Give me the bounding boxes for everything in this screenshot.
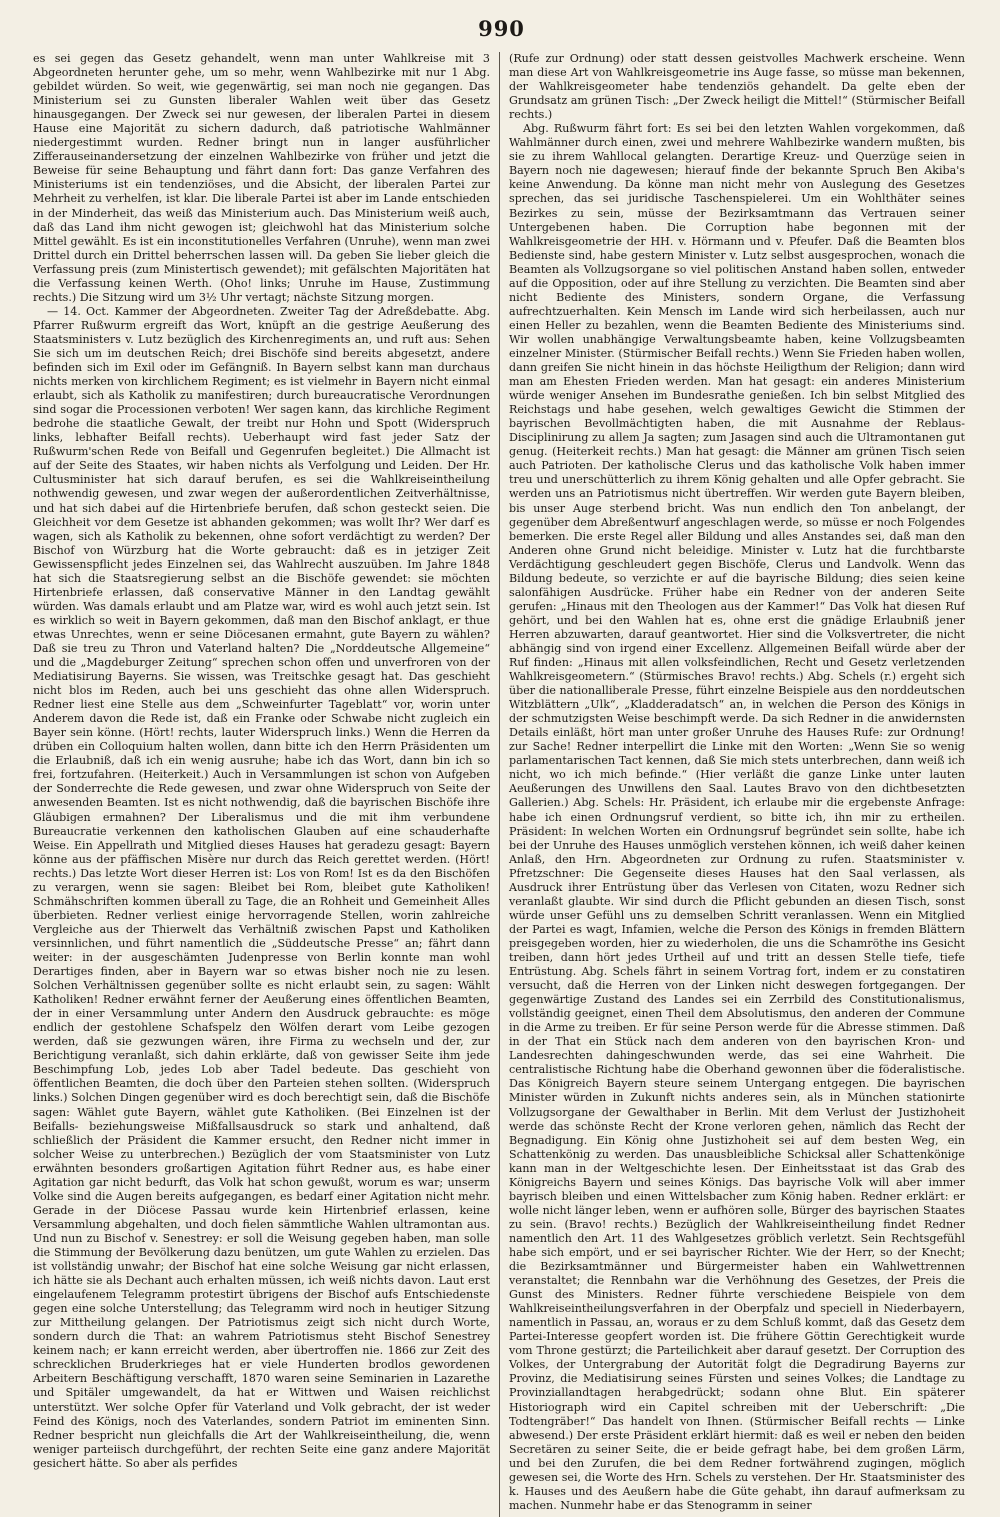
text-columns (33, 52, 970, 1517)
left-paragraph: — 14. Oct. Kammer der Abgeordneten. Zweiter Tag der Adreßdebatte. Abg. Pfarrer Rußwurm ergreift das Wort, knüpft an die gestrige Aeußerung des Staatsministers v. Lutz bezüglich des Kirchenregiments an, und ruft aus: Sehen Sie sich um im deutschen Reich; drei Bischöfe sind bereits abgesetzt, andere befinden sich im Exil oder im Gefängniß. In Bayern selbst kann man durchaus nichts merken von kirchlichem Regiment; es ist vielmehr in Bayern nicht einmal erlaubt, sich als Katholik zu manifestiren; durch bureaucratische Verordnungen sind sogar die Processionen verboten! Wer sagen kann, das kirchliche Regiment bedrohe die staatliche Gewalt, der treibt nur Hohn und Spott (Widerspruch links, lebhafter Beifall rechts). Ueberhaupt wird fast jeder Satz der Rußwurm'schen Rede von Beifall und Gegenrufen begleitet.) Die Allmacht ist auf der Seite des Staates, wir haben nichts als Verfolgung und Leiden. Der Hr. Cultusminister hat sich darauf berufen, es sei die Wahlkreiseintheilung nothwendig gewesen, und zwar wegen der außerordentlichen Zeitverhältnisse, und hat sich dabei auf die Hirtenbriefe berufen, daß schon gesteckt seien. Die Gleichheit vor dem Gesetze ist abhanden gekommen; was wollt Ihr? Wer darf es wagen, sich als Katholik zu bekennen, ohne sofort verdächtigt zu werden? Der Bischof von Würzburg hat die Worte gebraucht: daß es in jetziger Zeit Gewissenspflicht jedes Einzelnen sei, das Wahlrecht auszuüben. Im Jahre 1848 hat sich die Staatsregierung selbst an die Bischöfe gewendet: sie möchten Hirtenbriefe erlassen, daß conservative Männer in den Landtag gewählt würden. Was damals erlaubt und am Platze war, wird es wohl auch jetzt sein. Ist es wirklich so weit in Bayern gekommen, daß man den Bischof anklagt, er thue etwas Unrechtes, wenn er seine Diöcesanen ermahnt, gute Bayern zu wählen? Daß sie treu zu Thron und Vaterland halten? Die „Norddeutsche Allgemeine“ und die „Magdeburger Zeitung“ sprechen schon offen und unverfroren von der Mediatisirung Bayerns. Sie wissen, was Treitschke gesagt hat. Das geschieht nicht blos im Reden, auch bei uns geschieht das ohne allen Widerspruch. Redner liest eine Stelle aus dem „Schweinfurter Tageblatt“ vor, worin unter Anderem davon die Rede ist, daß ein Franke oder Schwabe nicht zugleich ein Bayer sein könne. (Hört! rechts, lauter Widerspruch links.) Wenn die Herren da drüben ein Colloquium halten wollen, dann bitte ich den Herrn Präsidenten um die Erlaubniß, daß ich ein wenig ausruhe; habe ich das Wort, dann bin ich so frei, fortzufahren. (Heiterkeit.) Auch in Versammlungen ist schon von Aufgeben der Sonderrechte die Rede gewesen, und zwar ohne Widerspruch von Seite der anwesenden Beamten. Ist es nicht nothwendig, daß die bayrischen Bischöfe ihre Gläubigen ermahnen? Der Liberalismus und die mit ihm verbundene Bureaucratie verkennen den katholischen Glauben auf eine schauderhafte Weise. Ein Appellrath und Mitglied dieses Hauses hat geradezu gesagt: Bayern könne aus der pfäffischen Misère nur durch das Reich gerettet werden. (Hört! rechts.) Das letzte Wort dieser Herren ist: Los von Rom! Ist es da den Bischöfen zu verargen, wenn sie sagen: Bleibet bei Rom, bleibet gute Katholiken! Schmähschriften kommen überall zu Tage, die an Rohheit und Gemeinheit Alles überbieten. Redner verliest einige hervorragende Stellen, worin zahlreiche Vergleiche aus der Thierwelt das Verhältniß zwischen Papst und Katholiken versinnlichen, und führt namentlich die „Süddeutsche Presse“ an; fährt dann weiter: in der ausgeschämten Judenpresse von Berlin konnte man wohl Derartiges finden, aber in Bayern war so etwas bisher noch nie zu lesen. Solchen Verhältnissen gegenüber sollte es nicht erlaubt sein, zu sagen: Wählt Katholiken! Redner erwähnt ferner der Aeußerung eines öffentlichen Beamten, der in einer Versammlung unter Andern den Ausdruck gebrauchte: es möge endlich der gestohlene Schafspelz den Wölfen derart vom Leibe gezogen werden, daß sie gezwungen wären, ihre Firma zu wechseln und der, zur Berichtigung veranlaßt, sich dahin erklärte, daß von gewisser Seite ihm jede Beschimpfung Lob, jedes Lob aber Tadel bedeute. Das geschieht von öffentlichen Beamten, die doch über den Parteien stehen sollten. (Widerspruch links.) Solchen Dingen gegenüber wird es doch berechtigt sein, daß die Bischöfe sagen: Wählet gute Bayern, wählet gute Katholiken. (Bei Einzelnen ist der Beifalls- beziehungsweise Mißfallsausdruck so stark und anhaltend, daß schließlich der Präsident die Kammer ersucht, den Redner nicht immer in solcher Weise zu unterbrechen.) Bezüglich der vom Staatsminister von Lutz erwähnten besonders großartigen Agitation führt Redner aus, es habe einer Agitation gar nicht bedurft, das Volk hat schon gewußt, worum es war; unserm Volke sind die Augen bereits aufgegangen, es bedarf einer Agitation nicht mehr. Gerade in der Diöcese Passau wurde kein Hirtenbrief erlassen, keine Versammlung abgehalten, und doch fielen sämmtliche Wahlen ultramontan aus. Und nun zu Bischof v. Senestrey: er soll die Weisung gegeben haben, man solle die Stimmung der Bevölkerung dazu benützen, um gute Wahlen zu erzielen. Das ist vollständig unwahr; der Bischof hat eine solche Weisung gar nicht erlassen, ich hätte sie als Dechant auch erhalten müssen, ich weiß nichts davon. Laut erst eingelaufenem Telegramm protestirt übrigens der Bischof aufs Entschiedenste gegen eine solche Unterstellung; das Telegramm wird noch in heutiger Sitzung zur Mittheilung gelangen. Der Patriotismus zeigt sich nicht durch Worte, sondern durch die That: an wahrem Patriotismus steht Bischof Senestrey keinem nach; er kann erreicht werden, aber übertroffen nie. 1866 zur Zeit des schrecklichen Bruderkrieges hat er viele Hunderten brodlos gewordenen Arbeitern Beschäftigung verschafft, 1870 waren seine Seminarien in Lazarethe und Spitäler umgewandelt, da hat er Wittwen und Waisen reichlichst unterstützt. Wer solche Opfer für Vaterland und Volk gebracht, der ist weder Feind des Königs, noch des Vaterlandes, sondern Patriot im eminenten Sinn. Redner bespricht nun gleichfalls die Art der Wahlkreiseintheilung, die, wenn weniger parteiisch durchgeführt, der rechten Seite eine ganz andere Majorität gesichert hätte. So aber als perfides (33, 304, 490, 1470)
page-number: 990 (478, 16, 525, 41)
right-paragraph: Abg. Rußwurm fährt fort: Es sei bei den letzten Wahlen vorgekommen, daß Wahlmänner durch einen, zwei und mehrere Wahlbezirke wandern mußten, bis sie zu ihrem Wahllocal gelangten. Derartige Kreuz- und Querzüge seien in Bayern noch nie dagewesen; hierauf finde der bekannte Spruch Ben Akiba's keine Anwendung. Da könne man nicht mehr von Auslegung des Gesetzes sprechen, das sei juridische Taschenspielerei. Um ein Wohlthäter seines Bezirkes zu sein, müsse der Bezirksamtmann das Vertrauen seiner Untergebenen haben. Die Corruption habe begonnen mit der Wahlkreisgeometrie der HH. v. Hörmann und v. Pfeufer. Daß die Beamten blos Bedienste sind, habe gestern Minister v. Lutz selbst ausgesprochen, wonach die Beamten als Vollzugsorgane so viel politischen Anstand haben sollen, entweder auf die Opposition, oder auf ihre Stellung zu verzichten. Die Beamten sind aber nicht Bediente des Ministers, sondern Organe, die Verfassung aufrechtzuerhalten. Kein Mensch im Lande wird sich herbeilassen, auch nur einen Heller zu bezahlen, wenn die Beamten Bediente des Ministeriums sind. Wir wollen unabhängige Verwaltungsbeamte haben, keine Vollzugsbeamten einzelner Minister. (Stürmischer Beifall rechts.) Wenn Sie Frieden haben wollen, dann greifen Sie nicht hinein in das höchste Heiligthum der Religion; dann wird man am Ehesten Frieden werden. Man hat gesagt: ein anderes Ministerium würde weniger Ansehen im Bundesrathe genießen. Ich bin selbst Mitglied des Reichstags und habe gesehen, welch gewaltiges Gewicht die Stimmen der bayrischen Bevollmächtigten haben, die mit Ausnahme der Reblaus-Disciplinirung zu allem Ja sagten; zum Jasagen sind auch die Ultramontanen gut genug. (Heiterkeit rechts.) Man hat gesagt: die Männer am grünen Tisch seien auch Patrioten. Der katholische Clerus und das katholische Volk haben immer treu und unerschütterlich zu ihrem König gehalten und alle Opfer gebracht. Sie werden uns an Patriotismus nicht übertreffen. Wir werden gute Bayern bleiben, bis unser Auge sterbend bricht. Was nun endlich den Ton anbelangt, der gegenüber dem Abreßentwurf angeschlagen werde, so müsse er noch Folgendes bemerken. Die erste Regel aller Bildung und alles Anstandes sei, daß man den Anderen ohne Grund nicht beleidige. Minister v. Lutz hat die furchtbarste Verdächtigung geschleudert gegen Bischöfe, Clerus und Landvolk. Wenn das Bildung bedeute, so verzichte er auf die bayrische Bildung; dies seien keine salonfähigen Ausdrücke. Früher habe ein Redner von der anderen Seite gerufen: „Hinaus mit den Theologen aus der Kammer!“ Das Volk hat diesen Ruf gehört, und bei den Wahlen hat es, ohne erst die gnädige Erlaubniß jener Herren abzuwarten, darauf geantwortet. Hier sind die Volksvertreter, die nicht abhängig sind von irgend einer Excellenz. Allgemeinen Beifall würde aber der Ruf finden: „Hinaus mit allen volksfeindlichen, Recht und Gesetz verletzenden Wahlkreisgeometern.“ (Stürmisches Bravo! rechts.) Abg. Schels (r.) ergeht sich über die nationalliberale Presse, führt einzelne Beispiele aus den norddeutschen Witzblättern „Ulk“, „Kladderadatsch“ an, in welchen die Person des Königs in der schmutzigsten Weise beschimpft werde. Da sich Redner in die anwidernsten Details einläßt, hört man unter großer Unruhe des Hauses Rufe: zur Ordnung! zur Sache! Redner interpellirt die Linke mit den Worten: „Wenn Sie so wenig parlamentarischen Tact kennen, daß Sie mich stets unterbrechen, dann weiß ich nicht, wo ich mich befinde.“ (Hier verläßt die ganze Linke unter lauten Aeußerungen des Unwillens den Saal. Lautes Bravo von den dichtbesetzten Gallerien.) Abg. Schels: Hr. Präsident, ich erlaube mir die ergebenste Anfrage: habe ich einen Ordnungsruf verdient, so bitte ich, ihn mir zu ertheilen. Präsident: In welchen Worten ein Ordnungsruf begründet sein sollte, habe ich bei der Unruhe des Hauses unmöglich verstehen können, ich weiß daher keinen Anlaß, den Hrn. Abgeordneten zur Ordnung zu rufen. Staatsminister v. Pfretzschner: Die Gegenseite dieses Hauses hat den Saal verlassen, als Ausdruck ihrer Entrüstung über das Verlesen von Citaten, wozu Redner sich veranlaßt glaubte. Wir sind durch die Pflicht gebunden an diesen Tisch, sonst würde unser Gefühl uns zu demselben Schritt veranlassen. Wenn ein Mitglied der Partei es wagt, Infamien, welche die Person des Königs in fremden Blättern preisgegeben worden, hier zu wiederholen, die uns die Schamröthe ins Gesicht treiben, dann hört jedes Urtheil auf und tritt an dessen Stelle tiefe, tiefe Entrüstung. Abg. Schels fährt in seinem Vortrag fort, indem er zu constatiren versucht, daß die Herren von der Linken nicht deswegen fortgegangen. Der gegenwärtige Zustand des Landes sei ein Zerrbild des Constitutionalismus, vollständig geeignet, einen Theil dem Absolutismus, den anderen der Commune in die Arme zu treiben. Er für seine Person werde für die Abresse stimmen. Daß in der That ein Stück nach dem anderen von den bayrischen Kron- und Landesrechten dahingeschwunden werde, das sei eine Wahrheit. Die centralistische Richtung habe die Oberhand gewonnen über die föderalistische. Das Königreich Bayern steure seinem Untergang entgegen. Die bayrischen Minister würden in Zukunft nichts anderes sein, als in München stationirte Vollzugsorgane der Gewalthaber in Berlin. Mit dem Verlust der Justizhoheit werde das schönste Recht der Krone verloren gehen, nämlich das Recht der Begnadigung. Ein König ohne Justizhoheit sei auf dem besten Weg, ein Schattenkönig zu werden. Das unausbleibliche Schicksal aller Schattenkönige kann man in der Weltgeschichte lesen. Der Einheitsstaat ist das Grab des Königreichs Bayern und seines Königs. Das bayrische Volk will aber immer bayrisch bleiben und einen Wittelsbacher zum König haben. Redner erklärt: er wolle nicht länger leben, wenn er aufhören solle, Bürger des bayrischen Staates zu sein. (Bravo! rechts.) Bezüglich der Wahlkreiseintheilung findet Redner namentlich den Art. 11 des Wahlgesetzes gröblich verletzt. Sein Rechtsgefühl habe sich empört, und er sei bayrischer Richter. Wie der Herr, so der Knecht; die Bezirksamtmänner und Bürgermeister haben ein Wahlwettrennen veranstaltet; die Rennbahn war die Verhöhnung des Gesetzes, der Preis die Gunst des Ministers. Redner führte verschiedene Beispiele von dem Wahlkreiseintheilungsverfahren in der Oberpfalz und speciell in Niederbayern, namentlich in Passau, an, woraus er zu dem Schluß kommt, daß das Gesetz dem Partei-Interesse geopfert worden ist. Die frühere Göttin Gerechtigkeit wurde vom Throne gestürzt; die Parteilichkeit aber darauf gesetzt. Der Corruption des Volkes, der Untergrabung der Autorität folgt die Degradirung Bayerns zur Provinz, die Mediatisirung seines Fürsten und seines Volkes; die Landtage zu Provinziallandtagen herabgedrückt; sodann ohne Blut. Ein späterer Historiograph wird ein Capitel schreiben mit der Ueberschrift: „Die Todtengräber!“ Das handelt von Ihnen. (Stürmischer Beifall rechts — Linke abwesend.) Der erste Präsident erklärt hiermit: daß es weil er neben den beiden Secretären zu seiner Seite, die er beide gefragt habe, bei dem großen Lärm, und bei den Zurufen, die bei dem Redner fortwährend zugingen, möglich gewesen sei, die Worte des Hrn. Schels zu verstehen. Der Hr. Staatsminister des k. Hauses und des Aeußern habe die Güte gehabt, ihn darauf aufmerksam zu machen. Nunmehr habe er das Stenogramm in seiner (509, 122, 965, 1512)
right-paragraph: (Rufe zur Ordnung) oder statt dessen geistvolles Machwerk erscheine. Wenn man diese Art von Wahlkreisgeometrie ins Auge fasse, so müsse man bekennen, der Wahlkreisgeometer habe tendenziös gehandelt. Da gelte eben der Grundsatz am grünen Tisch: „Der Zweck heiligt die Mittel!“ (Stürmischer Beifall rechts.) (509, 52, 965, 122)
right-column (499, 52, 965, 1517)
left-paragraph: es sei gegen das Gesetz gehandelt, wenn man unter Wahlkreise mit 3 Abgeordneten herunter gehe, um so mehr, wenn Wahlbezirke mit nur 1 Abg. gebildet würden. So weit, wie gegenwärtig, sei man noch nie gegangen. Das Ministerium sei zu Gunsten liberaler Wahlen weit über das Gesetz hinausgegangen. Der Zweck sei nur gewesen, der liberalen Partei in diesem Hause eine Majorität zu sichern dadurch, daß patriotische Wahlmänner niedergestimmt wurden. Redner bringt nun in langer ausführlicher Zifferauseinandersetzung der einzelnen Wahlbezirke von früher und jetzt die Beweise für seine Behauptung und fährt dann fort: Das ganze Verfahren des Ministeriums ist ein tendenziöses, und die Absicht, der liberalen Partei zur Mehrheit zu verhelfen, ist klar. Die liberale Partei ist aber im Lande entschieden in der Minderheit, das weiß das Ministerium auch. Das Ministerium weiß auch, daß das Land ihm nicht gewogen ist; gleichwohl hat das Ministerium solche Mittel gewählt. Es ist ein inconstitutionelles Verfahren (Unruhe), wenn man zwei Drittel durch ein Drittel beherrschen lassen will. Da geben Sie lieber gleich die Verfassung preis (zum Ministertisch gewendet); mit gefälschten Majoritäten hat die Verfassung keinen Werth. (Oho! links; Unruhe im Hause, Zustimmung rechts.) Die Sitzung wird um 3½ Uhr vertagt; nächste Sitzung morgen. (33, 52, 490, 304)
left-column (33, 52, 499, 1517)
